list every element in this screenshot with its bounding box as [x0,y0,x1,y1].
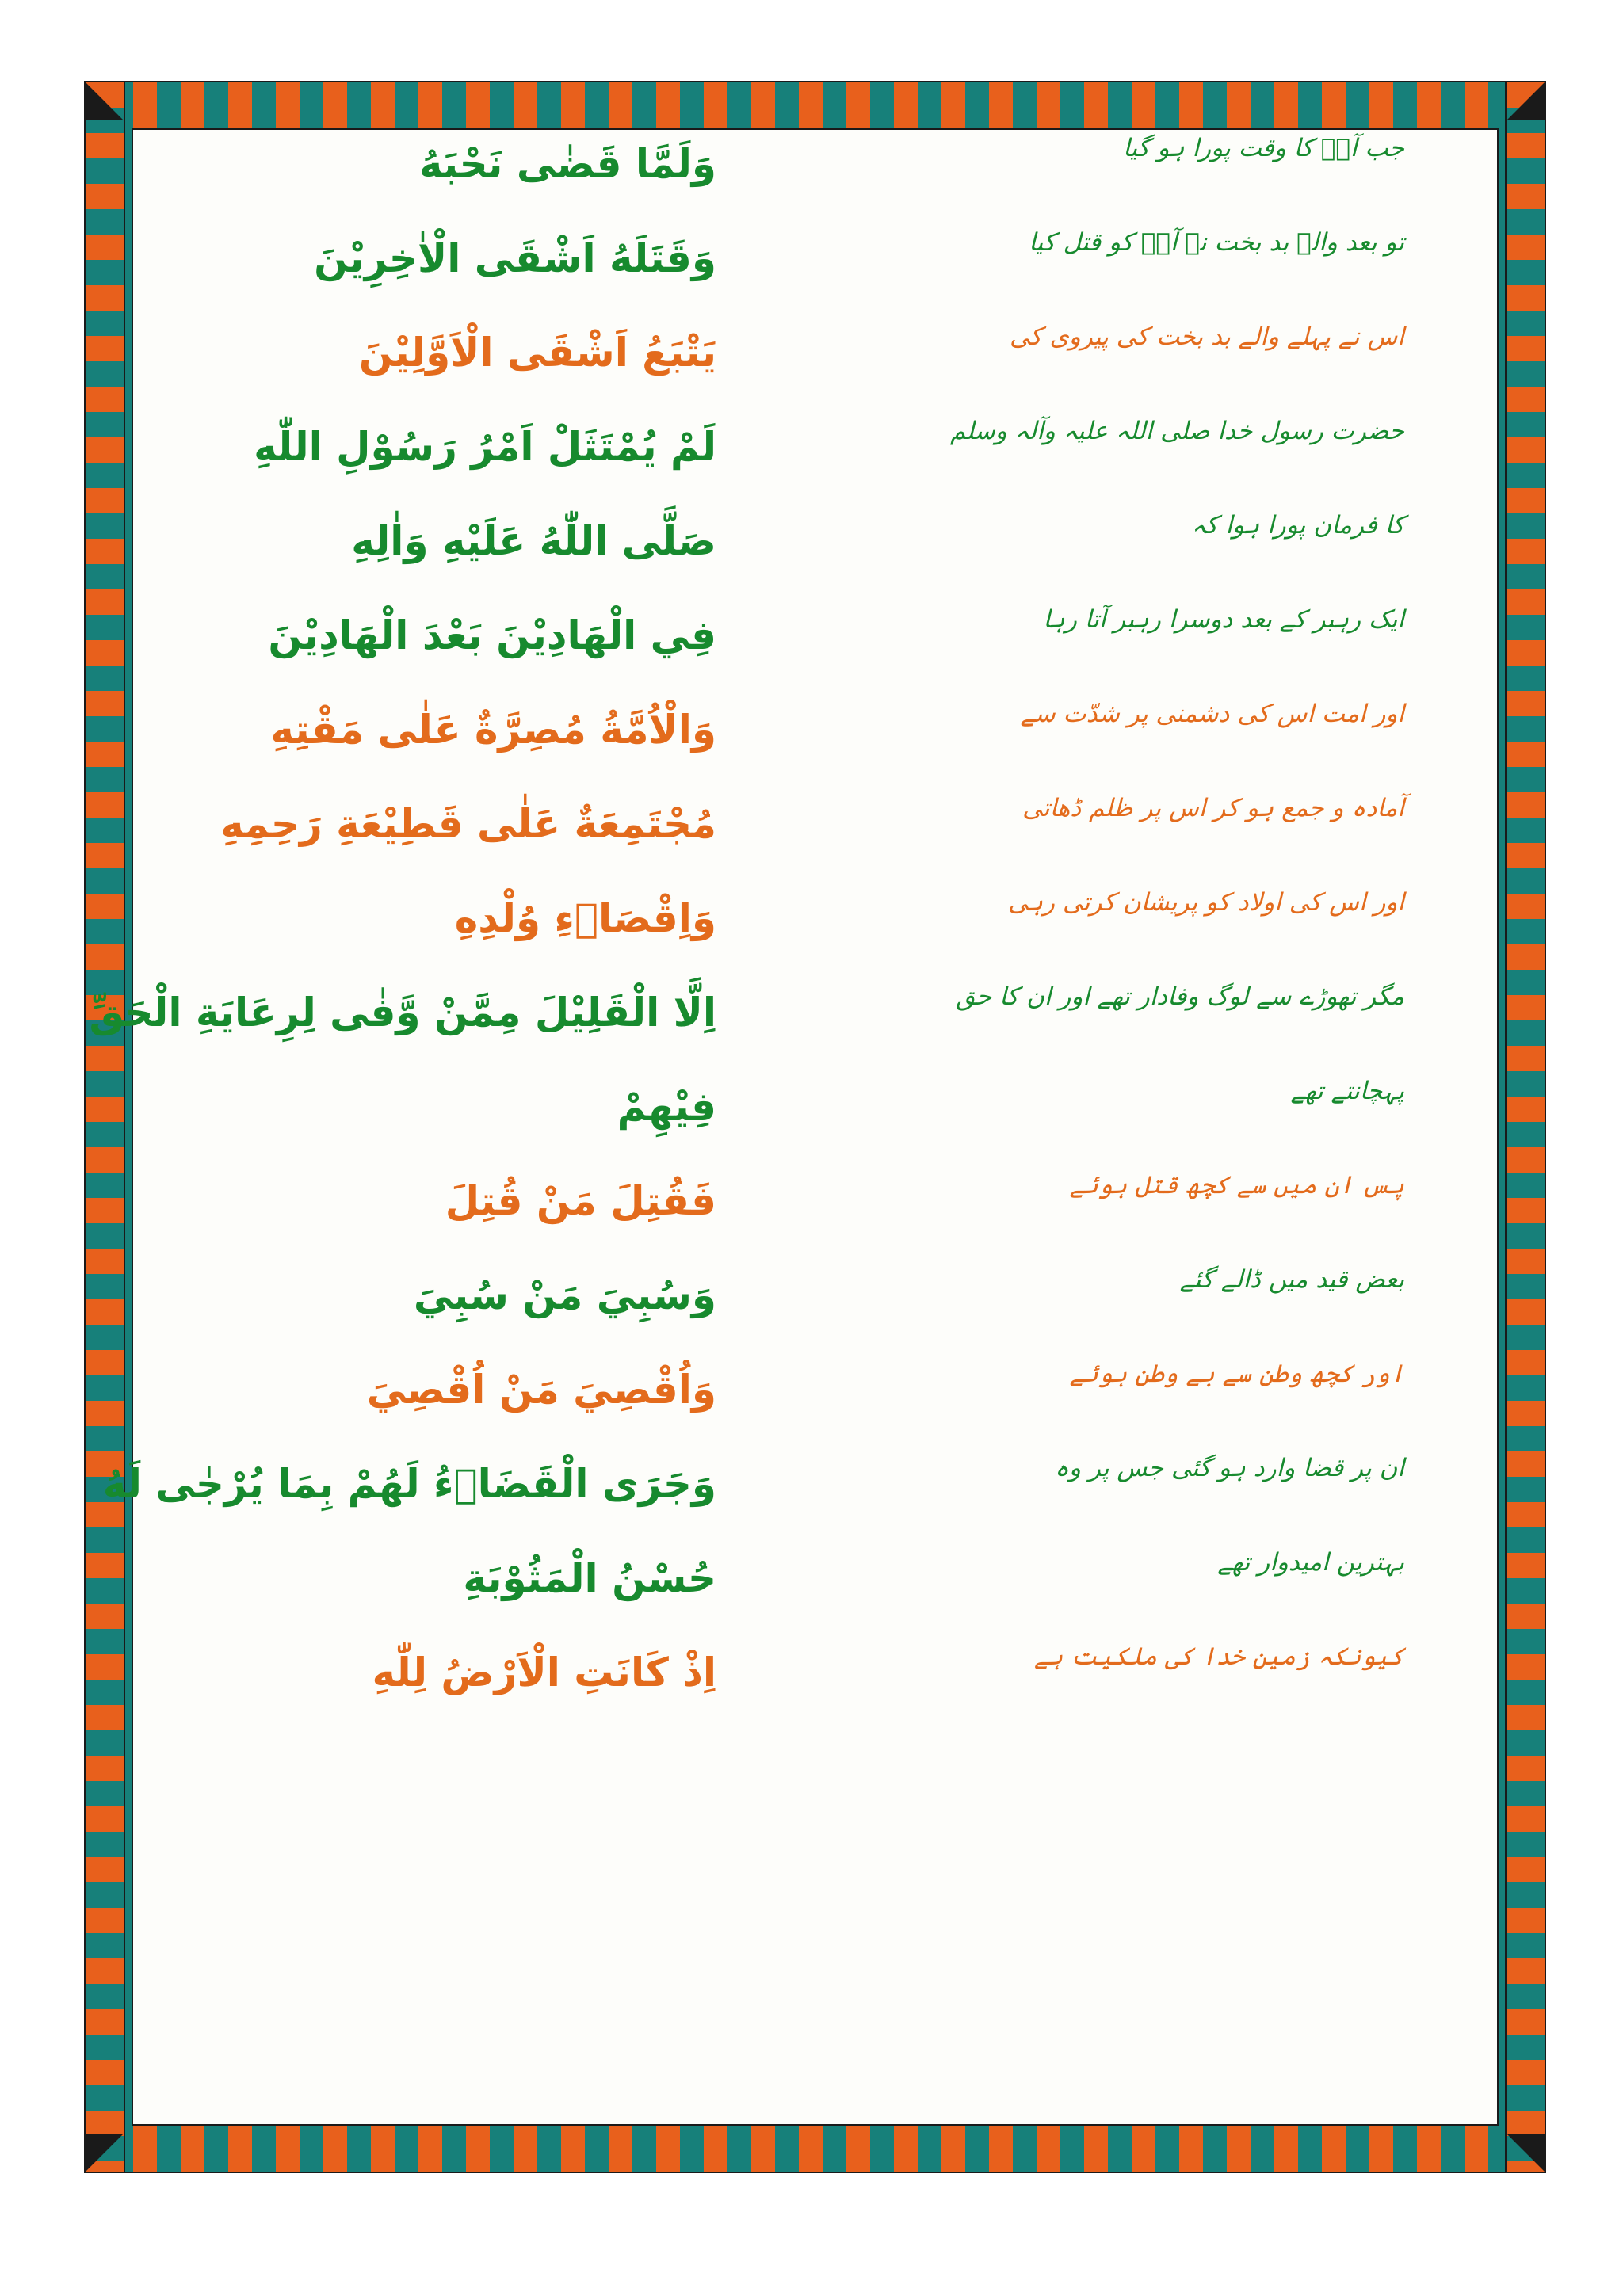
urdu-translation: کا فرمان پورا ہوا کہ [1191,511,1404,540]
text-line [120,682,1420,776]
text-line [120,1531,1420,1625]
urdu-translation: ان پر قضا وارد ہو گئی جس پر وہ [1054,1454,1404,1482]
arabic-verse: وَاُقْصِيَ مَنْ اُقْصِيَ [366,1366,716,1413]
urdu-translation: تو بعد والے بد بخت نے آپؑ کو قتل کیا [1029,228,1404,257]
arabic-verse: فِيْهِمْ [617,1083,716,1130]
arabic-verse: لَمْ يُمْتَثَلْ اَمْرُ رَسُوْلِ اللّٰهِ [254,423,716,470]
arabic-verse: وَلَمَّا قَضٰى نَحْبَهُ [418,140,716,187]
urdu-translation: اس نے پہلے والے بد بخت کی پیروی کی [1010,322,1404,351]
text-line [120,399,1420,494]
arabic-verse: وَاِقْصَاۗءِ وُلْدِهِ [454,894,716,941]
text-line [120,871,1420,965]
arabic-verse: وَجَرَى الْقَضَاۗءُ لَهُمْ بِمَا يُرْجٰى لَهُ [102,1460,716,1507]
left-border-strip [86,82,125,2172]
text-line [89,965,1420,1059]
text-line [120,1248,1420,1342]
urdu-translation: مگر تھوڑے سے لوگ وفادار تھے اور ان کا حق [956,982,1404,1011]
arabic-verse: وَالْاُمَّةُ مُصِرَّةٌ عَلٰى مَقْتِهِ [270,706,716,753]
text-line [102,1436,1420,1531]
urdu-translation: بعض قید میں ڈالے گئے [1179,1265,1404,1294]
arabic-verse: اِذْ كَانَتِ الْاَرْضُ لِلّٰهِ [372,1649,716,1695]
text-line [120,588,1420,682]
arabic-verse: وَقَتَلَهُ اَشْقَى الْاٰخِرِيْنَ [314,235,716,281]
arabic-verse: يَتْبَعُ اَشْقَى الْاَوَّلِيْنَ [358,329,716,376]
arabic-verse: صَلَّى اللّٰهُ عَلَيْهِ وَاٰلِهِ [351,517,716,564]
arabic-verse: وَسُبِيَ مَنْ سُبِيَ [413,1272,716,1318]
arabic-verse: فِي الْهَادِيْنَ بَعْدَ الْهَادِيْنَ [268,612,716,658]
urdu-translation: اور کچھ وطن سے بے وطن ہوئے [1069,1360,1404,1388]
text-line [120,305,1420,399]
urdu-translation: اور امت اس کی دشمنی پر شدّت سے [1020,700,1404,728]
text-line [120,776,1420,871]
urdu-translation: جب آپؑ کا وقت پورا ہو گیا [1123,134,1404,162]
urdu-translation: ایک رہبر کے بعد دوسرا رہبر آتا رہا [1043,605,1404,634]
urdu-translation: کیونکہ زمین خدا کی ملکیت ہے [1033,1642,1404,1671]
text-lines [89,116,1420,1719]
text-line [120,1059,1420,1154]
arabic-verse: اِلَّا الْقَلِيْلَ مِمَّنْ وَّفٰى لِرِعَايَةِ الْحَقِّ [89,989,716,1035]
text-line [120,1342,1420,1436]
right-border-strip [1505,82,1545,2172]
urdu-translation: اور اس کی اولاد کو پریشان کرتی رہی [1008,888,1404,917]
urdu-translation: آمادہ و جمع ہو کر اس پر ظلم ڈھاتی [1022,794,1404,822]
arabic-verse: مُجْتَمِعَةٌ عَلٰى قَطِيْعَةِ رَحِمِهِ [220,800,716,847]
text-line [120,1625,1420,1719]
urdu-translation: بہترین امیدوار تھے [1217,1548,1404,1577]
arabic-verse: حُسْنُ الْمَثُوْبَةِ [463,1554,716,1601]
urdu-translation: پہچانتے تھے [1290,1077,1404,1105]
text-line [120,1154,1420,1248]
urdu-translation: حضرت رسول خدا صلی اللہ علیہ وآلہ وسلم [949,417,1404,445]
text-line [120,116,1420,211]
text-line [120,494,1420,588]
urdu-translation: پس ان میں سے کچھ قتل ہوئے [1069,1171,1404,1199]
text-line [120,211,1420,305]
arabic-verse: فَقُتِلَ مَنْ قُتِلَ [445,1177,716,1224]
